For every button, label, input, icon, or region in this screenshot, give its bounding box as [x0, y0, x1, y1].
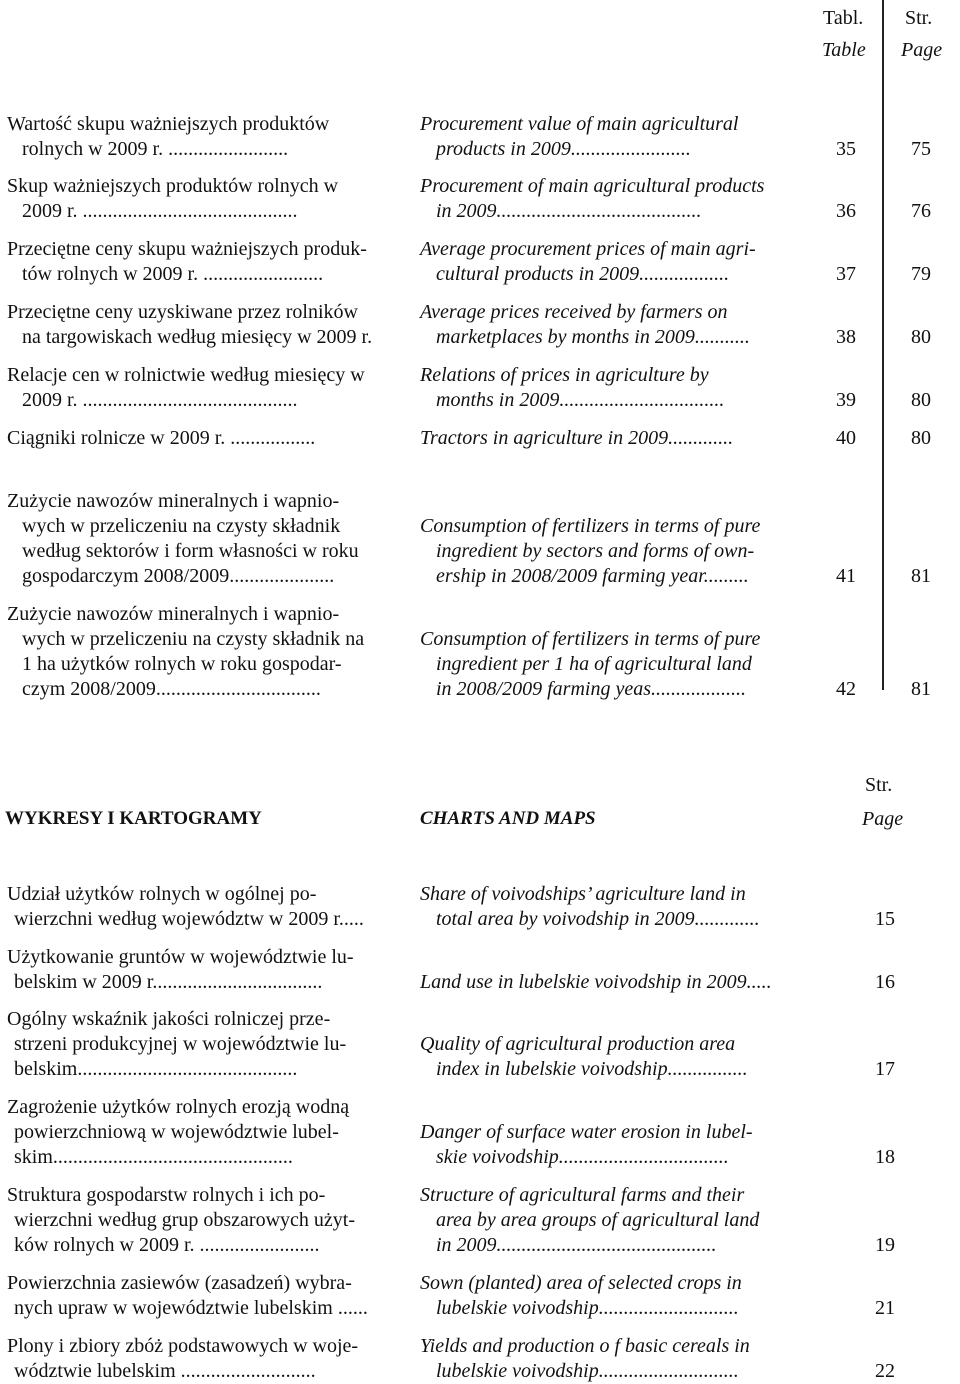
page-number: 15 [875, 908, 895, 930]
table-number: 36 [836, 200, 856, 222]
column-divider [882, 0, 884, 690]
page-number: 22 [875, 1360, 895, 1382]
table-number: 37 [836, 263, 856, 285]
entry-title-en: ingredient per 1 ha of agricultural land [436, 653, 752, 675]
header-tabl: Tabl. [823, 7, 864, 29]
chart-title-en: Share of voivodships’ agriculture land in [420, 883, 746, 905]
entry-title-pl: rolnych w 2009 r. ........................ [22, 138, 289, 160]
charts-header-str: Str. [865, 774, 893, 796]
entry-title-en: Average procurement prices of main agri- [420, 238, 756, 260]
chart-title-en: Structure of agricultural farms and their [420, 1184, 745, 1206]
page-number: 81 [911, 565, 931, 587]
entry-title-pl: Ciągniki rolnicze w 2009 r. ................. [7, 427, 316, 449]
chart-title-en: index in lubelskie voivodship................ [436, 1058, 748, 1080]
header-str: Str. [905, 7, 933, 29]
chart-title-pl: wierzchni według grup obszarowych użyt- [14, 1209, 355, 1231]
page-number: 80 [911, 326, 931, 348]
entry-title-pl: tów rolnych w 2009 r. ........................ [22, 263, 324, 285]
entry-title-en: Procurement value of main agricultural [420, 113, 739, 135]
chart-title-en: Sown (planted) area of selected crops in [420, 1272, 742, 1294]
header-page: Page [901, 39, 943, 61]
chart-title-en: area by area groups of agricultural land [436, 1209, 760, 1231]
chart-title-en: skie voivodship.................................. [436, 1146, 729, 1168]
entry-title-en: ingredient by sectors and forms of own- [436, 540, 755, 562]
chart-title-en: in 2009............................................ [436, 1234, 717, 1256]
entry-title-en: in 2009......................................... [436, 200, 702, 222]
charts-header-page: Page [862, 808, 904, 830]
entry-title-pl: Zużycie nawozów mineralnych i wapnio- [7, 490, 340, 512]
entry-title-en: in 2008/2009 farming yeas................... [436, 678, 746, 700]
chart-title-pl: nych upraw w województwie lubelskim ...... [14, 1297, 368, 1319]
page-number: 79 [911, 263, 931, 285]
chart-title-en: Land use in lubelskie voivodship in 2009..... [420, 971, 772, 993]
chart-title-en: Danger of surface water erosion in lubel- [420, 1121, 753, 1143]
chart-title-pl: Udział użytków rolnych w ogólnej po- [7, 883, 317, 905]
page-number: 76 [911, 200, 931, 222]
entry-title-pl: czym 2008/2009................................. [22, 678, 321, 700]
chart-title-en: Quality of agricultural production area [420, 1033, 736, 1055]
chart-title-pl: Zagrożenie użytków rolnych erozją wodną [7, 1096, 350, 1118]
table-number: 40 [836, 427, 856, 449]
entry-title-pl: na targowiskach według miesięcy w 2009 r. [22, 326, 373, 348]
chart-title-pl: belskim............................................ [14, 1058, 298, 1080]
chart-title-en: lubelskie voivodship............................ [436, 1360, 739, 1382]
chart-title-pl: ków rolnych w 2009 r. ........................ [14, 1234, 320, 1256]
table-number: 35 [836, 138, 856, 160]
chart-title-pl: wierzchni według województw w 2009 r..... [14, 908, 364, 930]
entry-title-en: Tractors in agriculture in 2009............. [420, 427, 734, 449]
chart-title-pl: Plony i zbiory zbóż podstawowych w woje- [7, 1335, 359, 1357]
entry-title-en: ership in 2008/2009 farming year......... [436, 565, 749, 587]
entry-title-en: Relations of prices in agriculture by [420, 364, 709, 386]
charts-title-en: CHARTS AND MAPS [420, 808, 596, 829]
entry-title-pl: wych w przeliczeniu na czysty składnik na [22, 628, 365, 650]
page-number: 19 [875, 1234, 895, 1256]
chart-title-en: lubelskie voivodship............................ [436, 1297, 739, 1319]
entry-title-pl: 2009 r. ........................................... [22, 200, 298, 222]
chart-title-pl: Użytkowanie gruntów w województwie lu- [7, 946, 354, 968]
page-number: 16 [875, 971, 895, 993]
entry-title-en: cultural products in 2009.................. [436, 263, 730, 285]
entry-title-pl: Przeciętne ceny skupu ważniejszych produk- [7, 238, 367, 260]
entry-title-pl: 2009 r. ........................................... [22, 389, 298, 411]
entry-title-en: Consumption of fertilizers in terms of pure [420, 628, 761, 650]
page-number: 80 [911, 427, 931, 449]
page-number: 75 [911, 138, 931, 160]
chart-title-pl: Ogólny wskaźnik jakości rolniczej prze- [7, 1008, 331, 1030]
entry-title-pl: 1 ha użytków rolnych w roku gospodar- [22, 653, 342, 675]
table-number: 41 [836, 565, 856, 587]
entry-title-pl: Wartość skupu ważniejszych produktów [7, 113, 330, 135]
entry-title-en: Average prices received by farmers on [420, 301, 728, 323]
chart-title-pl: strzeni produkcyjnej w województwie lu- [14, 1033, 347, 1055]
entry-title-pl: gospodarczym 2008/2009..................... [22, 565, 335, 587]
entry-title-en: Consumption of fertilizers in terms of pure [420, 515, 761, 537]
page-number: 21 [875, 1297, 895, 1319]
page-number: 80 [911, 389, 931, 411]
chart-title-pl: wództwie lubelskim ........................... [14, 1360, 316, 1382]
entry-title-pl: według sektorów i form własności w roku [22, 540, 359, 562]
chart-title-pl: powierzchniową w województwie lubel- [14, 1121, 339, 1143]
entry-title-en: marketplaces by months in 2009........... [436, 326, 750, 348]
entry-title-en: products in 2009........................ [436, 138, 691, 160]
entry-title-pl: Skup ważniejszych produktów rolnych w [7, 175, 339, 197]
chart-title-en: Yields and production o f basic cereals in [420, 1335, 750, 1357]
header-table: Table [822, 39, 866, 61]
chart-title-en: total area by voivodship in 2009............. [436, 908, 760, 930]
entry-title-pl: Przeciętne ceny uzyskiwane przez rolników [7, 301, 358, 323]
table-number: 42 [836, 678, 856, 700]
chart-title-pl: Powierzchnia zasiewów (zasadzeń) wybra- [7, 1272, 352, 1294]
chart-title-pl: belskim w 2009 r.................................. [14, 971, 323, 993]
entry-title-en: Procurement of main agricultural products [420, 175, 765, 197]
entry-title-pl: Zużycie nawozów mineralnych i wapnio- [7, 603, 340, 625]
charts-title-pl: WYKRESY I KARTOGRAMY [5, 808, 262, 829]
page-number: 81 [911, 678, 931, 700]
entry-title-pl: Relacje cen w rolnictwie według miesięcy w [7, 364, 365, 386]
entry-title-pl: wych w przeliczeniu na czysty składnik [22, 515, 341, 537]
entry-title-en: months in 2009................................. [436, 389, 725, 411]
table-number: 39 [836, 389, 856, 411]
chart-title-pl: skim................................................ [14, 1146, 293, 1168]
table-number: 38 [836, 326, 856, 348]
page-number: 18 [875, 1146, 895, 1168]
chart-title-pl: Struktura gospodarstw rolnych i ich po- [7, 1184, 326, 1206]
page-number: 17 [875, 1058, 895, 1080]
